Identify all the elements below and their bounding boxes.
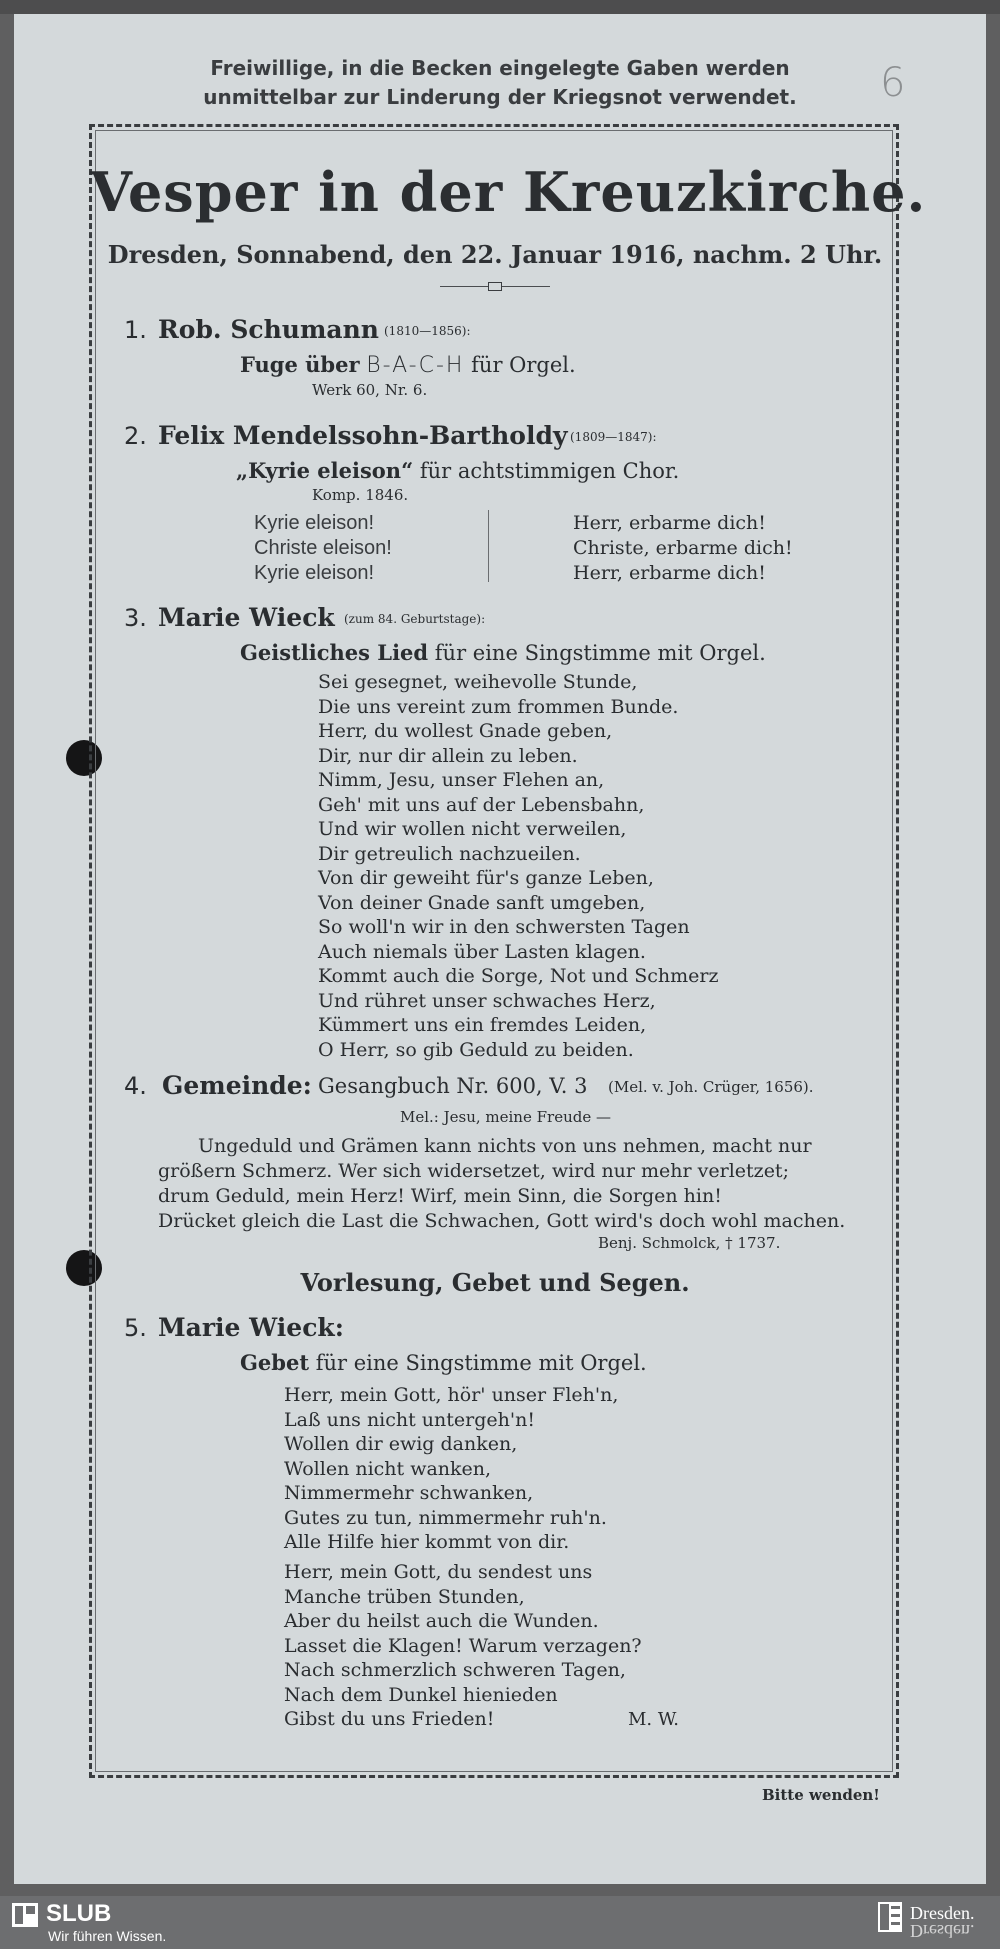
item-3-work-rest: für eine Singstimme mit Orgel. [434, 641, 766, 665]
item-1-opus: Werk 60, Nr. 6. [312, 381, 428, 399]
divider-ornament [440, 286, 550, 287]
page-title: Vesper in der Kreuzkirche. [90, 160, 927, 224]
item-2-work-title: „Kyrie eleison“ [236, 458, 414, 483]
item-2-work-rest: für achtstimmigen Chor. [419, 459, 680, 483]
item-3-number: 3. [124, 604, 147, 632]
dresden-logo-text [910, 1904, 974, 1940]
hymn-line: Ungeduld und Grämen kann nichts von uns nehmen, macht nur [198, 1135, 812, 1157]
item-5-initials: M. W. [628, 1709, 679, 1730]
item-5-work-title: Gebet [240, 1350, 310, 1375]
dresden-crest-icon [878, 1902, 902, 1932]
item-3-occasion: (zum 84. Geburtstage): [344, 612, 486, 626]
item-5-stanza-1: Herr, mein Gott, hör' unser Fleh'n, Laß uns nicht untergeh'n! Wollen dir ewig danken, Wollen nicht wanken, Nimmermehr schwanken, Gutes zu tun, nimmermehr ruh'n. Alle Hilfe hier kommt von dir. [284, 1384, 619, 1553]
item-2-composed-year: Komp. 1846. [312, 486, 409, 504]
item-4-hymnal: Gesangbuch Nr. 600, V. 3 [318, 1074, 588, 1098]
item-3-work [240, 640, 766, 665]
item-2-composer: Felix Mendelssohn-Bartholdy [158, 421, 568, 450]
hymn-line: größern Schmerz. Wer sich widersetzet, wird nur mehr verletzet; [158, 1160, 789, 1182]
kyrie-latin-text [254, 511, 392, 586]
donation-note-line1: Freiwillige, in die Becken eingelegte Gaben werden [210, 56, 790, 80]
item-4-label: Gemeinde: [162, 1071, 312, 1100]
item-1-dates: (1810—1856): [384, 324, 471, 338]
item-3-composer: Marie Wieck [158, 603, 335, 632]
item-2-dates: (1809—1847): [570, 430, 657, 444]
item-1-work [240, 352, 576, 378]
item-2-number: 2. [124, 422, 147, 450]
slub-library-name: SLUB [46, 1900, 112, 1927]
slub-logo-icon [12, 1903, 38, 1927]
item-3-work-title: Geistliches Lied [240, 640, 429, 665]
item-4-author: Benj. Schmolck, † 1737. [598, 1234, 781, 1252]
item-4-tune: Mel.: Jesu, meine Freude — [400, 1108, 611, 1126]
hymn-line: drum Geduld, mein Herz! Wirf, mein Sinn, die Sorgen hin! [158, 1185, 722, 1207]
item-1-work-rest: für Orgel. [471, 353, 576, 377]
slub-tagline: Wir führen Wissen. [48, 1928, 167, 1944]
item-5-work-rest: für eine Singstimme mit Orgel. [315, 1351, 647, 1375]
item-5-work [240, 1350, 647, 1375]
kyrie-latin-line: Christe eleison! [254, 537, 392, 559]
kyrie-german-line: Herr, erbarme dich! [573, 562, 766, 584]
kyrie-german-line: Christe, erbarme dich! [573, 537, 793, 559]
scan-background [0, 0, 1000, 14]
kyrie-german-text [573, 511, 793, 586]
item-1-work-title: Fuge über [240, 352, 360, 377]
translation-divider [488, 510, 489, 582]
handwritten-page-number: 6 [880, 60, 906, 106]
kyrie-latin-line: Kyrie eleison! [254, 512, 375, 534]
item-4-hymn-text [158, 1134, 845, 1234]
item-1-composer: Rob. Schumann [158, 315, 379, 344]
event-date-line: Dresden, Sonnabend, den 22. Januar 1916, nachm. 2 Uhr. [107, 240, 883, 269]
item-1-bach-motif: B-A-C-H [366, 353, 465, 378]
item-3-lyrics: Sei gesegnet, weihevolle Stunde, Die uns vereint zum frommen Bunde. Herr, du wollest Gnade geben, Dir, nur dir allein zu leben. Nimm, Jesu, unser Flehen an, Geh' mit uns auf der Lebensbahn, Und wir wollen nicht verweilen, Dir getreulich nachzueilen. Von dir geweiht für's ganze Leben, Von deiner Gnade sanft umgeben, So woll'n wir in den schwersten Tagen Auch niemals über Lasten klagen. Kommt auch die Sorge, Not und Schmerz Und rühret unser schwaches Herz, Kümmert uns ein fremdes Leiden, O Herr, so gib Geduld zu beiden. [318, 671, 719, 1061]
item-4-number: 4. [124, 1072, 147, 1100]
reading-prayer-blessing: Vorlesung, Gebet und Segen. [300, 1268, 690, 1297]
item-2-work [236, 458, 679, 483]
dresden-logo-mirror-line: Dresden. [910, 1921, 975, 1941]
item-5-stanza-2: Herr, mein Gott, du sendest uns Manche trüben Stunden, Aber du heilst auch die Wunden. Lasset die Klagen! Warum verzagen? Nach schmerzlich schweren Tagen, Nach dem Dunkel hienieden Gibst du uns Frieden! [284, 1561, 642, 1730]
kyrie-german-line: Herr, erbarme dich! [573, 512, 766, 534]
item-5-composer: Marie Wieck: [158, 1313, 344, 1342]
turn-page-note: Bitte wenden! [762, 1786, 880, 1804]
item-4-melody-credit: (Mel. v. Joh. Crüger, 1656). [608, 1078, 814, 1096]
item-1-number: 1. [124, 316, 147, 344]
hymn-line: Drücket gleich die Last die Schwachen, Gott wird's doch wohl machen. [158, 1210, 846, 1232]
dresden-logo-line: Dresden. [910, 1903, 975, 1923]
kyrie-latin-line: Kyrie eleison! [254, 562, 375, 584]
donation-note-line2: unmittelbar zur Linderung der Kriegsnot verwendet. [203, 85, 797, 109]
item-5-number: 5. [124, 1314, 147, 1342]
